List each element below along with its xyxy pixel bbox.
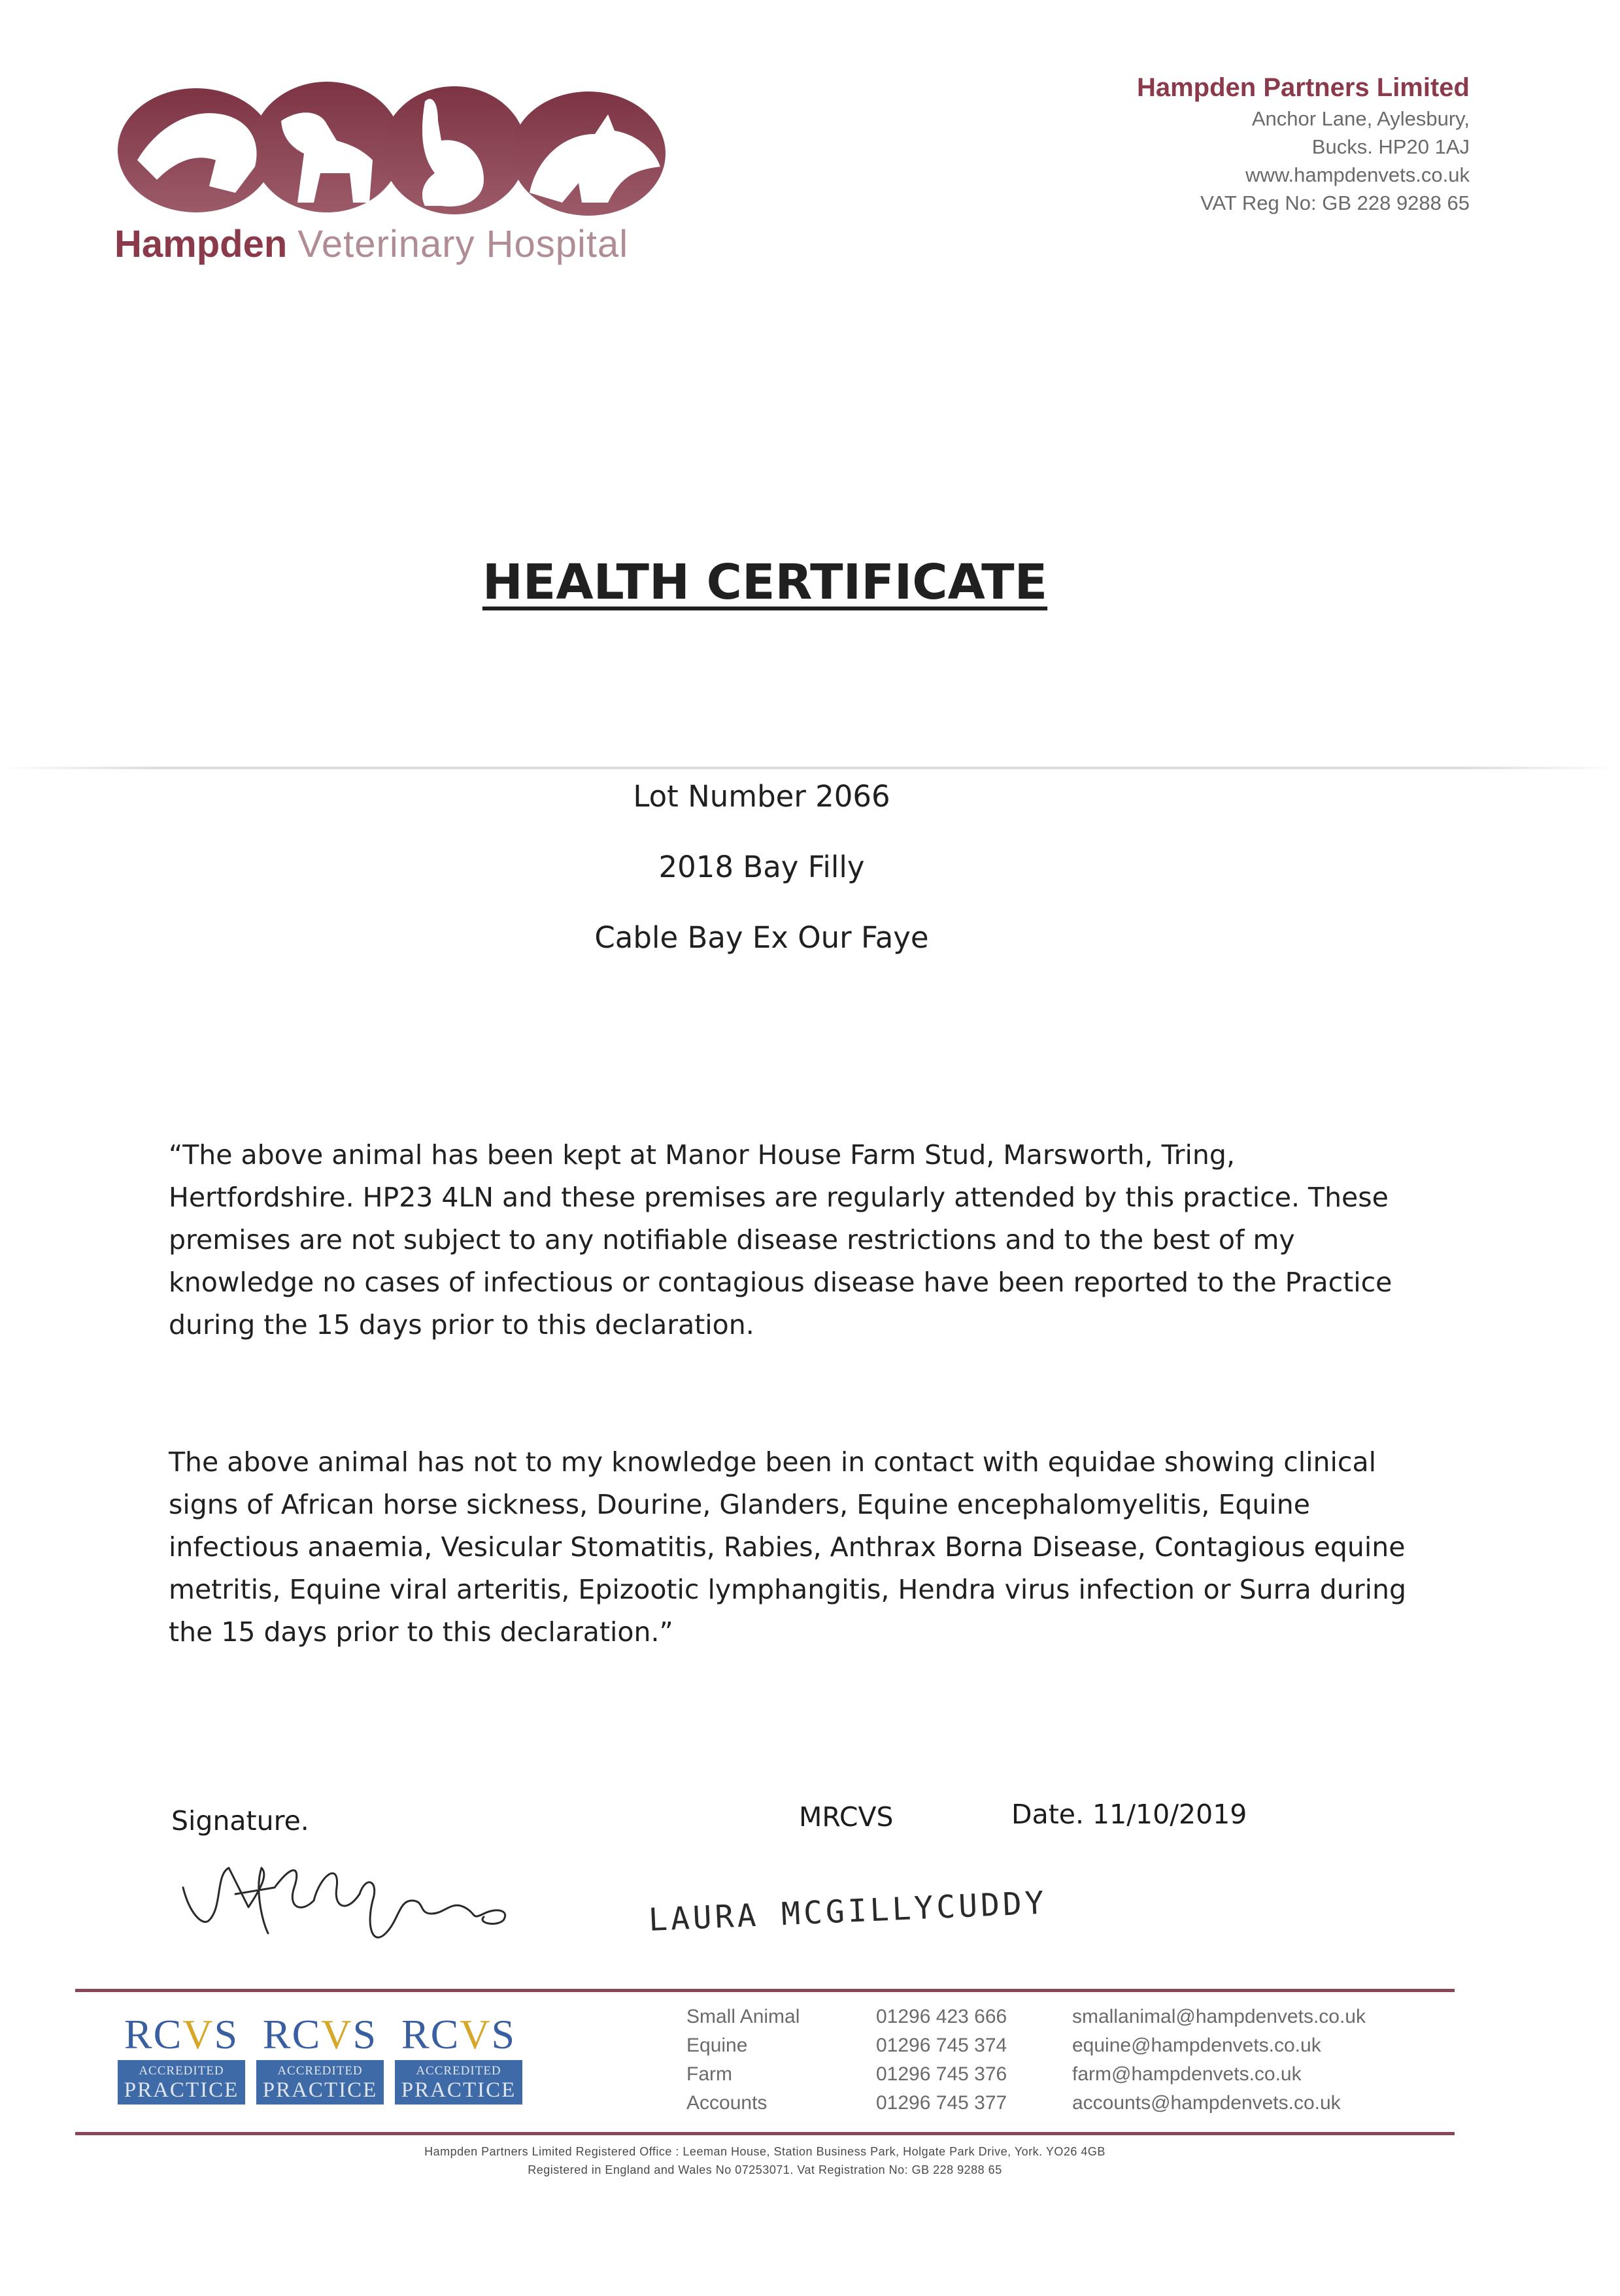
rcvs-badge — [395, 2012, 522, 2110]
contact-email: smallanimal@hampdenvets.co.uk — [1072, 2006, 1366, 2027]
printed-signature-name: LAURA MCGILLYCUDDY — [647, 1884, 1048, 1938]
fold-crease — [0, 767, 1620, 769]
contact-phone: 01296 745 374 — [876, 2035, 1007, 2056]
rcvs-badge-logo: RCVS — [124, 2011, 239, 2057]
contact-row — [686, 2003, 1445, 2031]
declaration-paragraph-2: The above animal has not to my knowledge been in contact with equidae showing clinical signs of African horse sickness, Dourine, Glanders, Equine encephalomyelitis, Equine infectious anaemia, Vesicular Stomatitis, Rabies, Anthrax Borna Disease, Contagious equine metritis, Equine viral arteritis, Epizootic lymphangitis, Hendra virus infection or Surra during the 15 days prior to this declaration.” — [169, 1446, 1407, 1648]
logo-name-light: Veterinary Hospital — [297, 223, 629, 265]
contact-dept: Equine — [686, 2035, 748, 2056]
legal-line-2: Registered in England and Wales No 07253071. Vat Registration No: GB 228 9288 65 — [528, 2163, 1002, 2176]
lot-number: Lot Number 2066 — [633, 779, 890, 814]
page-title: HEALTH CERTIFICATE — [482, 554, 1048, 610]
contacts-table — [686, 2003, 1445, 2118]
logo-name-bold: Hampden — [114, 223, 288, 265]
website: www.hampdenvets.co.uk — [1245, 163, 1470, 186]
rcvs-badge-box: ACCREDITED PRACTICE — [395, 2060, 522, 2105]
signature-label: Signature. — [171, 1805, 309, 1837]
hampden-logo-icon — [111, 62, 667, 225]
contact-row — [686, 2060, 1445, 2089]
qualification-label: MRCVS — [799, 1801, 894, 1833]
rcvs-badge-logo: RCVS — [401, 2011, 516, 2057]
footer-bottom-rule — [75, 2132, 1455, 2135]
rcvs-badge — [256, 2012, 384, 2110]
contact-row — [686, 2031, 1445, 2060]
logo-wordmark — [114, 222, 628, 266]
rcvs-badge-box: ACCREDITED PRACTICE — [118, 2060, 245, 2105]
contact-phone: 01296 745 376 — [876, 2063, 1007, 2085]
contact-email: farm@hampdenvets.co.uk — [1072, 2063, 1302, 2085]
contact-dept: Accounts — [686, 2092, 768, 2114]
contact-email: equine@hampdenvets.co.uk — [1072, 2035, 1321, 2056]
contact-dept: Farm — [686, 2063, 732, 2085]
contact-email: accounts@hampdenvets.co.uk — [1072, 2092, 1341, 2114]
lot-description: 2018 Bay Filly — [658, 850, 865, 884]
vat-number: VAT Reg No: GB 228 9288 65 — [1200, 191, 1470, 214]
legal-line-1: Hampden Partners Limited Registered Office : Leeman House, Station Business Park, Holgate Park Drive, York. YO26 4GB — [424, 2145, 1105, 2158]
rcvs-badge-logo: RCVS — [262, 2011, 378, 2057]
footer-top-rule — [75, 1989, 1455, 1992]
rcvs-badge — [118, 2012, 245, 2110]
contact-row — [686, 2089, 1445, 2118]
lot-pedigree: Cable Bay Ex Our Faye — [594, 920, 929, 955]
date-label: Date. 11/10/2019 — [1011, 1799, 1247, 1830]
rcvs-badge-box: ACCREDITED PRACTICE — [256, 2060, 384, 2105]
company-name: Hampden Partners Limited — [1136, 73, 1470, 102]
contact-phone: 01296 423 666 — [876, 2006, 1007, 2027]
declaration-paragraph-1: “The above animal has been kept at Manor House Farm Stud, Marsworth, Tring, Hertfordshire. HP23 4LN and these premises are regularly attended by this practice. These premises are not subject to any notifiable disease restrictions and to the best of my knowledge no cases of infectious or contagious disease have been reported to the Practice during the 15 days prior to this declaration. — [169, 1139, 1392, 1340]
address-line-1: Anchor Lane, Aylesbury, — [1251, 107, 1470, 130]
company-address-block — [947, 71, 1470, 217]
contact-dept: Small Animal — [686, 2006, 800, 2027]
address-line-2: Bucks. HP20 1AJ — [1311, 135, 1470, 158]
contact-phone: 01296 745 377 — [876, 2092, 1007, 2114]
handwritten-signature-icon — [170, 1848, 641, 1946]
